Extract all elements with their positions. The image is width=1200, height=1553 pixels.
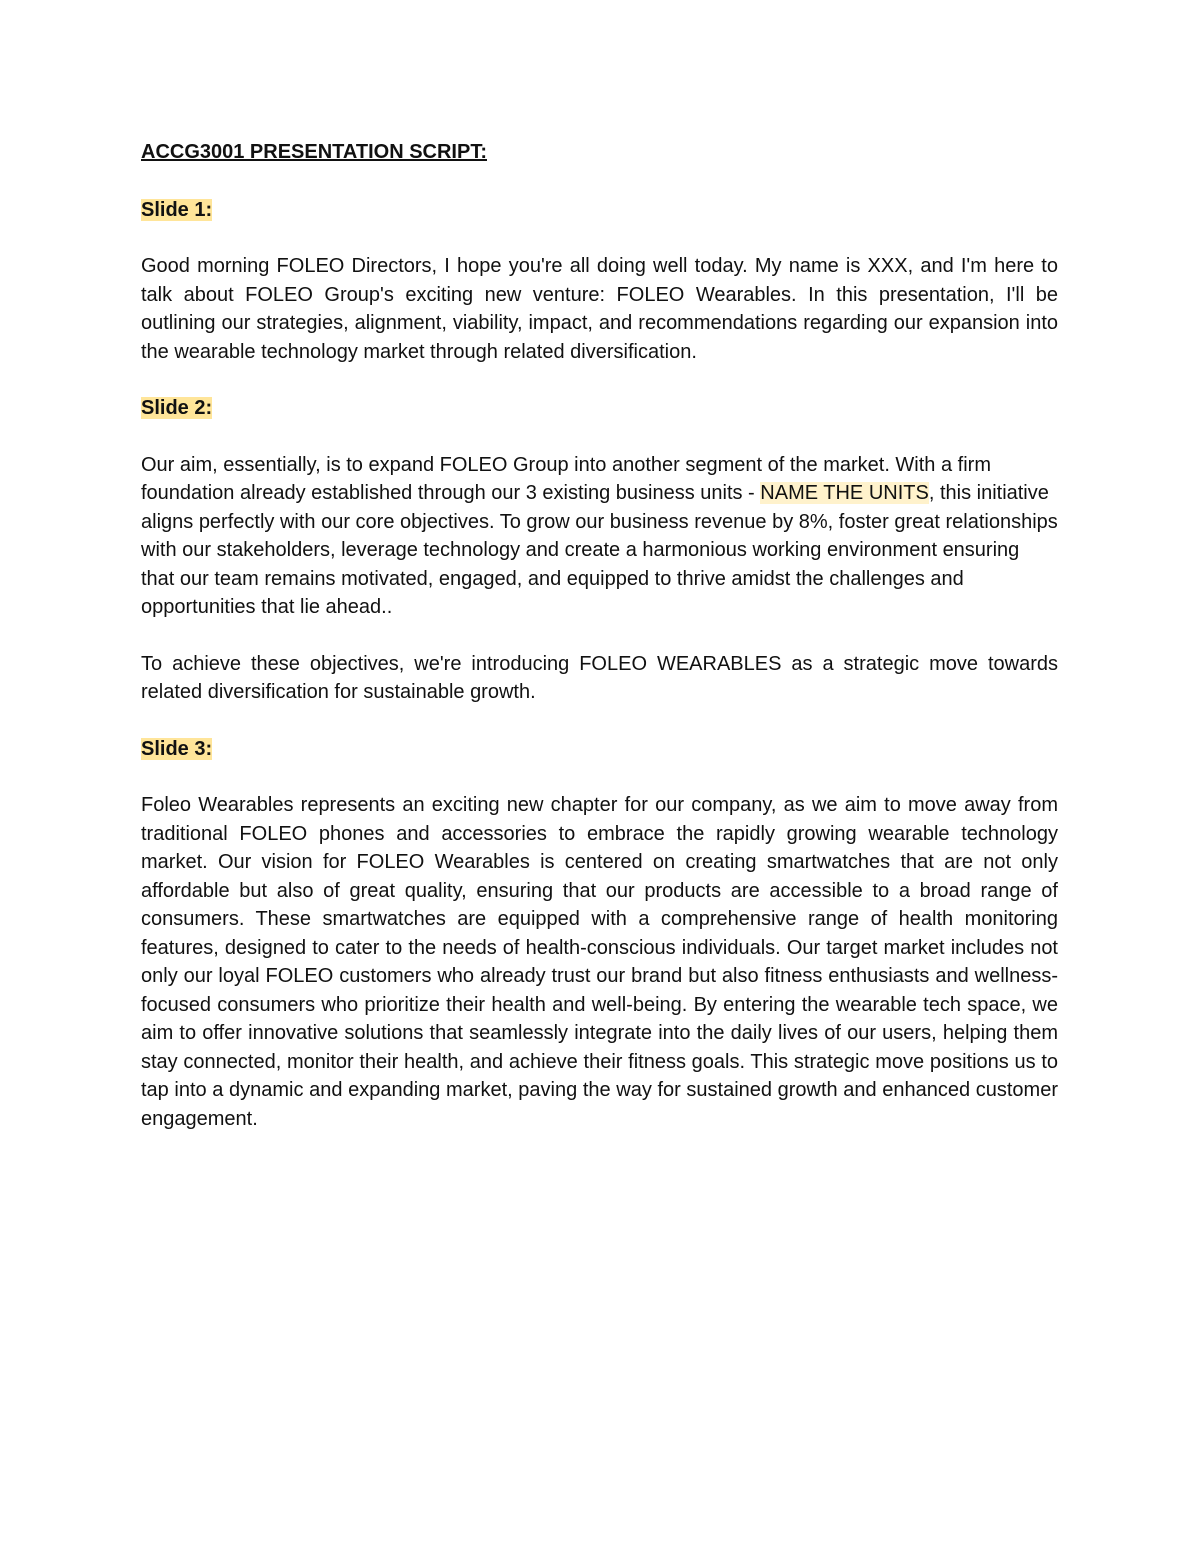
slide-3-heading — [141, 735, 1058, 764]
slide-3-heading-text: Slide 3: — [141, 737, 213, 760]
slide-2-paragraph-1-end: , this initiative aligns perfectly with our core objectives. To grow our business revenue by 8%, foster great relationships with our stakeholders, leverage technology and create a harmonious working environment ensuring that our team remains motivated, engaged, and equipped to thrive amidst the challenges and opportunities that lie ahead.. — [141, 482, 1058, 618]
slide-1-heading — [141, 196, 1058, 225]
slide-2-heading — [141, 394, 1058, 423]
slide-3-paragraph: Foleo Wearables represents an exciting new chapter for our company, as we aim to move away from traditional FOLEO phones and accessories to embrace the rapidly growing wearable technology market. Our vision for FOLEO Wearables is centered on creating smartwatches that are not only affordable but also of great quality, ensuring that our products are accessible to a broad range of consumers. These smartwatches are equipped with a comprehensive range of health monitoring features, designed to cater to the needs of health-conscious individuals. Our target market includes not only our loyal FOLEO customers who already trust our brand but also fitness enthusiasts and wellness-focused consumers who prioritize their health and well-being. By entering the wearable tech space, we aim to offer innovative solutions that seamlessly integrate into the daily lives of our users, helping them stay connected, monitor their health, and achieve their fitness goals. This strategic move positions us to tap into a dynamic and expanding market, paving the way for sustained growth and enhanced customer engagement. — [141, 794, 1058, 1130]
placeholder-highlight: NAME THE UNITS — [760, 482, 929, 504]
slide-1-paragraph: Good morning FOLEO Directors, I hope you're all doing well today. My name is XXX, and I'm here to talk about FOLEO Group's exciting new venture: FOLEO Wearables. In this presentation, I'll be outlining our strategies, alignment, viability, impact, and recommendations regarding our expansion into the wearable technology market through related diversification. — [141, 255, 1058, 363]
document-page — [141, 138, 1058, 1161]
slide-2-paragraph-1 — [141, 451, 1058, 622]
slide-2-paragraph-2: To achieve these objectives, we're introducing FOLEO WEARABLES as a strategic move towards related diversification for sustainable growth. — [141, 652, 1058, 703]
slide-2-paragraph-1-start: Our aim, essentially, is to expand FOLEO Group into another segment of the market. With a firm foundation already established through our 3 existing business units - — [141, 453, 991, 504]
slide-1-heading-text: Slide 1: — [141, 198, 213, 221]
document-title: ACCG3001 PRESENTATION SCRIPT: — [141, 141, 487, 163]
slide-2-heading-text: Slide 2: — [141, 397, 213, 419]
